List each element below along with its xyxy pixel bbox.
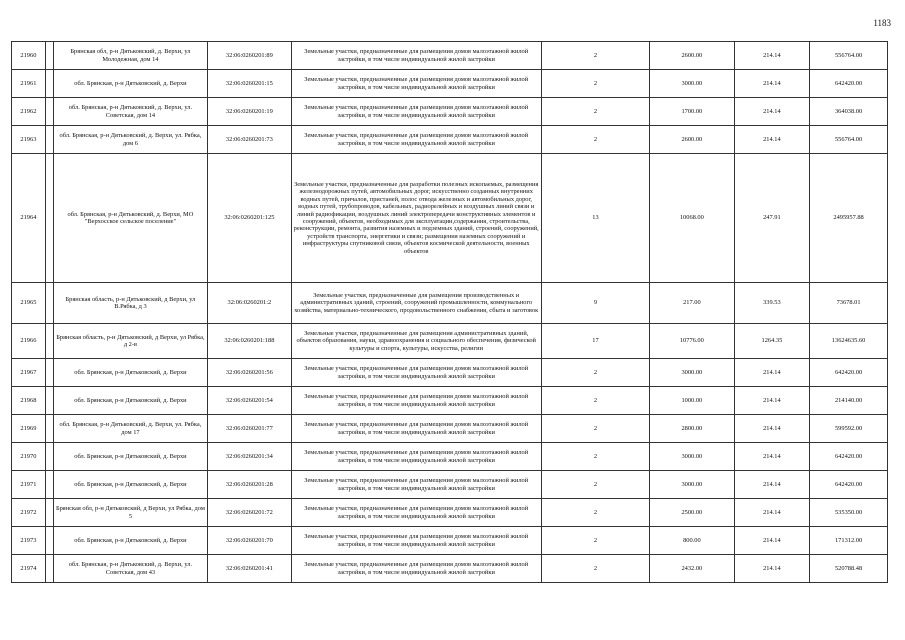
blank-cell	[45, 387, 53, 415]
land-use-cell: Земельные участки, предназначенные для размещения домов малоэтажной жилой застройки, в том числе индивидуальной жилой застройки	[291, 359, 541, 387]
cadastral-value-cell: 171312.00	[810, 527, 888, 555]
group-cell: 2	[541, 555, 649, 583]
land-use-cell: Земельные участки, предназначенные для размещения домов малоэтажной жилой застройки, в том числе индивидуальной жилой застройки	[291, 42, 541, 70]
rate-cell: 214.14	[734, 387, 810, 415]
blank-cell	[45, 126, 53, 154]
area-cell: 1000.00	[650, 387, 735, 415]
rate-cell: 214.14	[734, 415, 810, 443]
address-cell: обл. Брянская, р-н Дятьковский, д. Верхи	[53, 359, 207, 387]
group-cell: 2	[541, 126, 649, 154]
group-cell: 2	[541, 527, 649, 555]
cadastral-number-cell: 32:06:0260201:125	[208, 154, 291, 283]
cadastral-number-cell: 32:06:0260201:2	[208, 283, 291, 324]
cadastral-number-cell: 32:06:0260201:56	[208, 359, 291, 387]
rate-cell: 214.14	[734, 70, 810, 98]
row-number: 21971	[12, 471, 46, 499]
blank-cell	[45, 471, 53, 499]
blank-cell	[45, 555, 53, 583]
land-use-cell: Земельные участки, предназначенные для размещения домов малоэтажной жилой застройки, в том числе индивидуальной жилой застройки	[291, 70, 541, 98]
land-use-cell: Земельные участки, предназначенные для размещения домов малоэтажной жилой застройки, в том числе индивидуальной жилой застройки	[291, 415, 541, 443]
area-cell: 1700.00	[650, 98, 735, 126]
cadastral-value-cell: 556764.00	[810, 42, 888, 70]
cadastral-value-cell: 642420.00	[810, 70, 888, 98]
row-number: 21968	[12, 387, 46, 415]
cadastral-number-cell: 32:06:0260201:15	[208, 70, 291, 98]
table-row	[12, 42, 888, 70]
cadastral-number-cell: 32:06:0260201:73	[208, 126, 291, 154]
rate-cell: 214.14	[734, 471, 810, 499]
group-cell: 2	[541, 471, 649, 499]
rate-cell: 214.14	[734, 443, 810, 471]
row-number: 21972	[12, 499, 46, 527]
cadastral-value-cell: 2495957.88	[810, 154, 888, 283]
address-cell: обл. Брянская, р-н Дятьковский, д. Верхи	[53, 387, 207, 415]
group-cell: 2	[541, 415, 649, 443]
blank-cell	[45, 527, 53, 555]
rate-cell: 247.91	[734, 154, 810, 283]
address-cell: обл. Брянская, р-н Дятьковский, д. Верхи	[53, 70, 207, 98]
area-cell: 217.00	[650, 283, 735, 324]
group-cell: 2	[541, 499, 649, 527]
area-cell: 3000.00	[650, 359, 735, 387]
cadastral-value-cell: 73678.01	[810, 283, 888, 324]
area-cell: 800.00	[650, 527, 735, 555]
cadastral-value-cell: 642420.00	[810, 443, 888, 471]
group-cell: 2	[541, 387, 649, 415]
cadastral-value-cell: 520788.48	[810, 555, 888, 583]
blank-cell	[45, 98, 53, 126]
area-cell: 2800.00	[650, 415, 735, 443]
address-cell: обл. Брянская, р-н Дятьковский, д. Верхи	[53, 527, 207, 555]
cadastral-number-cell: 32:06:0260201:89	[208, 42, 291, 70]
blank-cell	[45, 70, 53, 98]
cadastral-number-cell: 32:06:0260201:34	[208, 443, 291, 471]
table-row	[12, 154, 888, 283]
land-use-cell: Земельные участки, предназначенные для размещения домов малоэтажной жилой застройки, в том числе индивидуальной жилой застройки	[291, 499, 541, 527]
table-row	[12, 126, 888, 154]
land-use-cell: Земельные участки, предназначенные для размещения домов малоэтажной жилой застройки, в том числе индивидуальной жилой застройки	[291, 555, 541, 583]
group-cell: 2	[541, 443, 649, 471]
cadastral-number-cell: 32:06:0260201:19	[208, 98, 291, 126]
row-number: 21974	[12, 555, 46, 583]
table-row	[12, 443, 888, 471]
page-number: 1183	[873, 18, 891, 28]
cadastral-value-cell: 642420.00	[810, 359, 888, 387]
area-cell: 2600.00	[650, 42, 735, 70]
address-cell: обл. Брянская, р-н Дятьковский, д. Верхи	[53, 443, 207, 471]
cadastral-value-cell: 13624635.60	[810, 324, 888, 359]
rate-cell: 214.14	[734, 98, 810, 126]
cadastral-value-cell: 642420.00	[810, 471, 888, 499]
table-row	[12, 415, 888, 443]
land-use-cell: Земельные участки, предназначенные для размещения домов малоэтажной жилой застройки, в том числе индивидуальной жилой застройки	[291, 126, 541, 154]
blank-cell	[45, 443, 53, 471]
table-row	[12, 499, 888, 527]
area-cell: 10776.00	[650, 324, 735, 359]
cadastral-value-cell: 535350.00	[810, 499, 888, 527]
land-use-cell: Земельные участки, предназначенные для размещения домов малоэтажной жилой застройки, в том числе индивидуальной жилой застройки	[291, 98, 541, 126]
area-cell: 2432.00	[650, 555, 735, 583]
address-cell: Брянская область, р-н Дятьковский, д Верхи, ул В.Рябка, д 3	[53, 283, 207, 324]
cadastral-number-cell: 32:06:0260201:70	[208, 527, 291, 555]
address-cell: обл. Брянская, р-н Дятьковский, д. Верхи, ул. Советская, дом 14	[53, 98, 207, 126]
table-row	[12, 98, 888, 126]
cadastral-number-cell: 32:06:0260201:54	[208, 387, 291, 415]
blank-cell	[45, 42, 53, 70]
table-row	[12, 283, 888, 324]
group-cell: 2	[541, 42, 649, 70]
rate-cell: 214.14	[734, 42, 810, 70]
land-use-cell: Земельные участки, предназначенные для размещения домов малоэтажной жилой застройки, в том числе индивидуальной жилой застройки	[291, 387, 541, 415]
cadastral-registry-table	[11, 41, 888, 583]
rate-cell: 1264.35	[734, 324, 810, 359]
cadastral-value-cell: 214140.00	[810, 387, 888, 415]
address-cell: Брянская область, р-н Дятьковский, д Верхи, ул Рябка, д 2-в	[53, 324, 207, 359]
group-cell: 13	[541, 154, 649, 283]
row-number: 21966	[12, 324, 46, 359]
row-number: 21973	[12, 527, 46, 555]
cadastral-number-cell: 32:06:0260201:72	[208, 499, 291, 527]
area-cell: 2500.00	[650, 499, 735, 527]
table-row	[12, 555, 888, 583]
row-number: 21962	[12, 98, 46, 126]
row-number: 21967	[12, 359, 46, 387]
land-use-cell: Земельные участки, предназначенные для размещения домов малоэтажной жилой застройки, в том числе индивидуальной жилой застройки	[291, 471, 541, 499]
cadastral-number-cell: 32:06:0260201:188	[208, 324, 291, 359]
blank-cell	[45, 499, 53, 527]
cadastral-value-cell: 556764.00	[810, 126, 888, 154]
group-cell: 17	[541, 324, 649, 359]
row-number: 21964	[12, 154, 46, 283]
table-row	[12, 359, 888, 387]
land-use-cell: Земельные участки, предназначенные для размещения административных зданий, объектов образования, науки, здравоохранения и социального обеспечения, физической культуры и спорта, культуры, искусства, религии	[291, 324, 541, 359]
area-cell: 3000.00	[650, 443, 735, 471]
blank-cell	[45, 283, 53, 324]
blank-cell	[45, 324, 53, 359]
rate-cell: 214.14	[734, 126, 810, 154]
table-row	[12, 527, 888, 555]
rate-cell: 214.14	[734, 499, 810, 527]
area-cell: 3000.00	[650, 70, 735, 98]
land-use-cell: Земельные участки, предназначенные для размещения домов малоэтажной жилой застройки, в том числе индивидуальной жилой застройки	[291, 527, 541, 555]
row-number: 21969	[12, 415, 46, 443]
area-cell: 2600.00	[650, 126, 735, 154]
land-use-cell: Земельные участки, предназначенные для размещения домов малоэтажной жилой застройки, в том числе индивидуальной жилой застройки	[291, 443, 541, 471]
address-cell: обл. Брянская, р-н Дятьковский, д. Верхи, ул. Советская, дом 43	[53, 555, 207, 583]
table-row	[12, 471, 888, 499]
row-number: 21960	[12, 42, 46, 70]
row-number: 21963	[12, 126, 46, 154]
group-cell: 9	[541, 283, 649, 324]
rate-cell: 214.14	[734, 359, 810, 387]
table-row	[12, 387, 888, 415]
address-cell: обл. Брянская, р-н Дятьковский, д. Верхи, МО "Верхосское сельское поселение"	[53, 154, 207, 283]
cadastral-number-cell: 32:06:0260201:28	[208, 471, 291, 499]
row-number: 21961	[12, 70, 46, 98]
area-cell: 3000.00	[650, 471, 735, 499]
rate-cell: 339.53	[734, 283, 810, 324]
address-cell: обл. Брянская, р-н Дятьковский, д. Верхи, ул. Рябка, дом 17	[53, 415, 207, 443]
row-number: 21970	[12, 443, 46, 471]
cadastral-number-cell: 32:06:0260201:77	[208, 415, 291, 443]
address-cell: обл. Брянская, р-н Дятьковский, д. Верхи, ул. Рябка, дом 6	[53, 126, 207, 154]
table-row	[12, 324, 888, 359]
address-cell: обл. Брянская, р-н Дятьковский, д. Верхи	[53, 471, 207, 499]
group-cell: 2	[541, 70, 649, 98]
rate-cell: 214.14	[734, 527, 810, 555]
cadastral-number-cell: 32:06:0260201:41	[208, 555, 291, 583]
blank-cell	[45, 415, 53, 443]
group-cell: 2	[541, 98, 649, 126]
group-cell: 2	[541, 359, 649, 387]
table-row	[12, 70, 888, 98]
blank-cell	[45, 359, 53, 387]
row-number: 21965	[12, 283, 46, 324]
rate-cell: 214.14	[734, 555, 810, 583]
blank-cell	[45, 154, 53, 283]
address-cell: Брянская обл, р-н Дятьковский, д Верхи, ул Рябка, дом 5	[53, 499, 207, 527]
cadastral-value-cell: 364038.00	[810, 98, 888, 126]
cadastral-value-cell: 599592.00	[810, 415, 888, 443]
address-cell: Брянская обл, р-н Дятьковский, д. Верхи, ул Молодежная, дом 14	[53, 42, 207, 70]
land-use-cell: Земельные участки, предназначенные для размещения производственных и административных зданий, строений, сооружений промышленности, коммунального хозяйства, материально-технического, продовольственного снабжения, сбыта и заготовок	[291, 283, 541, 324]
land-use-cell: Земельные участки, предназначенные для разработки полезных ископаемых, размещения железнодорожных путей, автомобильных дорог, искусственно созданных внутренних водных путей, причалов, пристаней, полос отвода железных и автомобильных дорог, водных путей, трубопроводов, кабельных, радиорелейных и воздушных линий связи и линий радиофикации, воздушных линий электропередачи конструктивных элементов и сооружений, объектов, необходимых для эксплуатации,содержания, строительства, реконструкции, ремонта, развития наземных и подземных зданий, строений, сооружений, устройств транспорта, энергетики и связи; размещения наземных сооружений и инфраструктуры спутниковой связи, объектов космической деятельности, военных объектов	[291, 154, 541, 283]
area-cell: 10068.00	[650, 154, 735, 283]
